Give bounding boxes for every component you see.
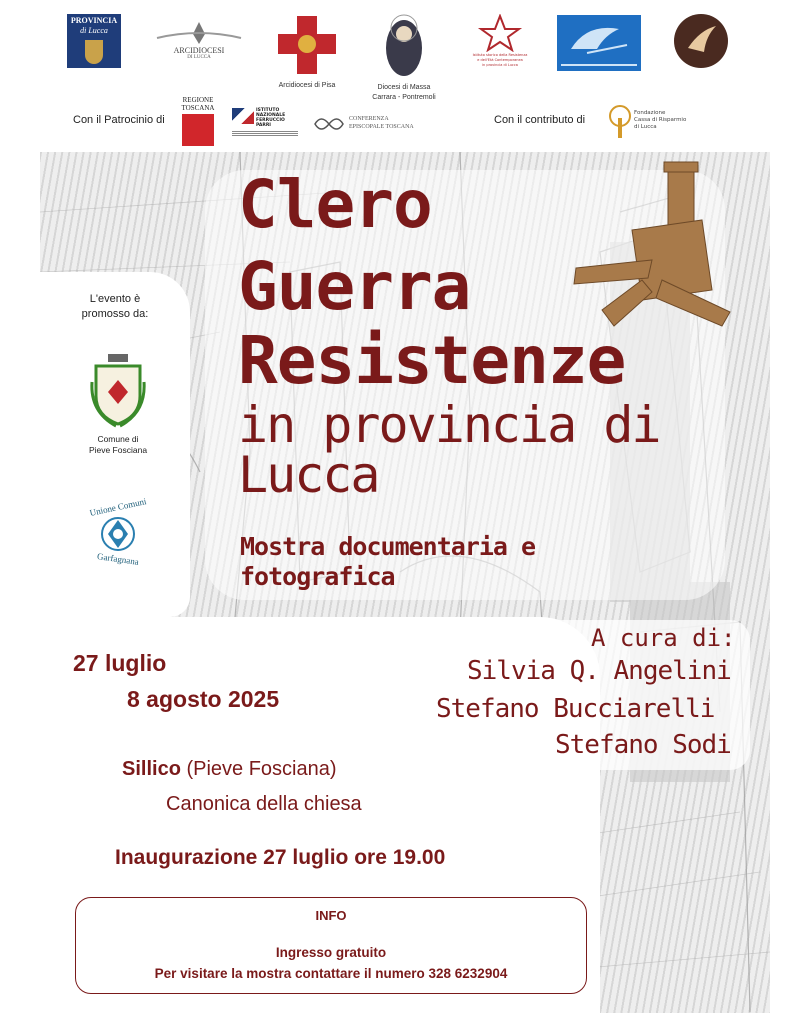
curator-name-3: Stefano Sodi: [555, 730, 731, 760]
parri-line4: PARRI: [256, 123, 271, 128]
cet-emblem-icon: [313, 112, 345, 136]
info-box: [75, 897, 587, 994]
parri-small-text: [232, 130, 298, 136]
arcidiocesi-lucca-sub: DI LUCCA: [187, 55, 211, 60]
regione-toscana-logo: [180, 96, 216, 148]
arcidiocesi-lucca-name: ARCIDIOCESI: [173, 46, 225, 55]
venue-area: (Pieve Fosciana): [180, 758, 337, 780]
provincia-lucca-line1: PROVINCIA: [70, 16, 118, 25]
title-line-resistenze: Resistenze: [238, 322, 626, 399]
sponsor-strip: [0, 0, 810, 152]
comune-line2: Pieve Fosciana: [88, 445, 148, 455]
subtitle-line1: Mostra documentaria e: [240, 532, 536, 561]
bird-icon: [557, 15, 641, 61]
arcidiocesi-pisa-name: Arcidiocesi di Pisa: [278, 82, 336, 89]
fondazione-emblem-icon: [608, 104, 632, 140]
istituto-storico-line2: e dell'Età Contemporanea: [477, 58, 523, 62]
subtitle-line2: fotografica: [240, 562, 395, 591]
cet-line1: CONFERENZA: [349, 116, 389, 122]
patrocinio-label: Con il Patrocinio di: [73, 114, 165, 126]
cet-logo: [313, 112, 433, 138]
parri-flag-icon: [232, 108, 254, 124]
promoters-label-line2: promosso da:: [81, 308, 149, 320]
contributo-label: Con il contributo di: [494, 114, 586, 126]
cet-line2: EPISCOPALE TOSCANA: [349, 124, 414, 130]
promoters-label-line1: L'evento è: [89, 293, 141, 305]
parri-logo: [232, 108, 298, 138]
diocesi-massa-line2: Carrara - Pontremoli: [372, 94, 436, 101]
arcidiocesi-lucca-logo: [155, 20, 243, 62]
provincia-lucca-line2: di Lucca: [80, 26, 108, 35]
unione-line1: Unione Comuni: [88, 496, 148, 518]
provincia-shield-icon: [85, 40, 103, 64]
museo-caption-bar: [561, 64, 637, 66]
istituto-storico-line1: Istituto storico della Resistenza: [472, 53, 528, 57]
round-emblem-logo: [674, 14, 728, 68]
unione-line2: Garfagnana: [96, 551, 140, 567]
unione-comuni-emblem-icon: [98, 514, 138, 554]
provincia-lucca-logo: [67, 14, 121, 68]
curators-label: A cura di:: [591, 624, 736, 652]
arcidiocesi-pisa-logo: [270, 14, 344, 94]
info-line1: Ingresso gratuito: [275, 945, 387, 960]
mitre-icon: [155, 20, 243, 46]
parri-line3: FERRUCCIO: [256, 118, 285, 123]
regione-line1: REGIONE: [182, 96, 214, 104]
venue-line: [122, 758, 337, 781]
curator-name-1: Silvia Q. Angelini: [467, 656, 731, 686]
parri-line2: NAZIONALE: [256, 113, 286, 118]
fondazione-line2: Cassa di Risparmio: [634, 117, 687, 123]
title-line-lucca: Lucca: [238, 446, 379, 504]
comune-line1: Comune di: [97, 434, 139, 444]
title-line-provincia: in provincia di: [238, 396, 660, 454]
istituto-storico-line3: in provincia di Lucca: [482, 63, 518, 67]
parri-line1: ISTITUTO: [256, 108, 280, 113]
regione-line2: TOSCANA: [181, 104, 215, 112]
bronze-tower-icon: [572, 160, 732, 330]
fondazione-line3: di Lucca: [634, 124, 657, 130]
star-icon: [468, 14, 532, 52]
inauguration-text: Inaugurazione 27 luglio ore 19.00: [115, 846, 446, 869]
fondazione-logo: [608, 104, 688, 144]
date-end: 8 agosto 2025: [127, 686, 280, 712]
swallow-icon: [674, 14, 728, 68]
curator-name-2: Stefano Bucciarelli: [436, 694, 715, 724]
pegasus-icon: [182, 114, 214, 146]
date-start: 27 luglio: [73, 650, 167, 676]
venue-town: Sillico: [122, 758, 181, 780]
title-line-guerra: Guerra: [238, 248, 471, 325]
comune-pieve-fosciana-crest-icon: [88, 352, 148, 428]
pisa-cross-icon: [270, 14, 344, 76]
museo-logo: [557, 15, 641, 71]
diocesi-massa-line1: Diocesi di Massa: [377, 84, 431, 91]
diocesi-massa-logo: [366, 14, 442, 108]
info-line2: Per visitare la mostra contattare il numero 328 6232904: [154, 966, 508, 981]
info-heading: INFO: [315, 908, 347, 923]
istituto-storico-logo: [468, 14, 532, 74]
venue-place: Canonica della chiesa: [166, 793, 362, 815]
madonna-icon: [366, 14, 442, 80]
title-line-clero: Clero: [238, 166, 432, 243]
fondazione-line1: Fondazione: [634, 110, 666, 116]
